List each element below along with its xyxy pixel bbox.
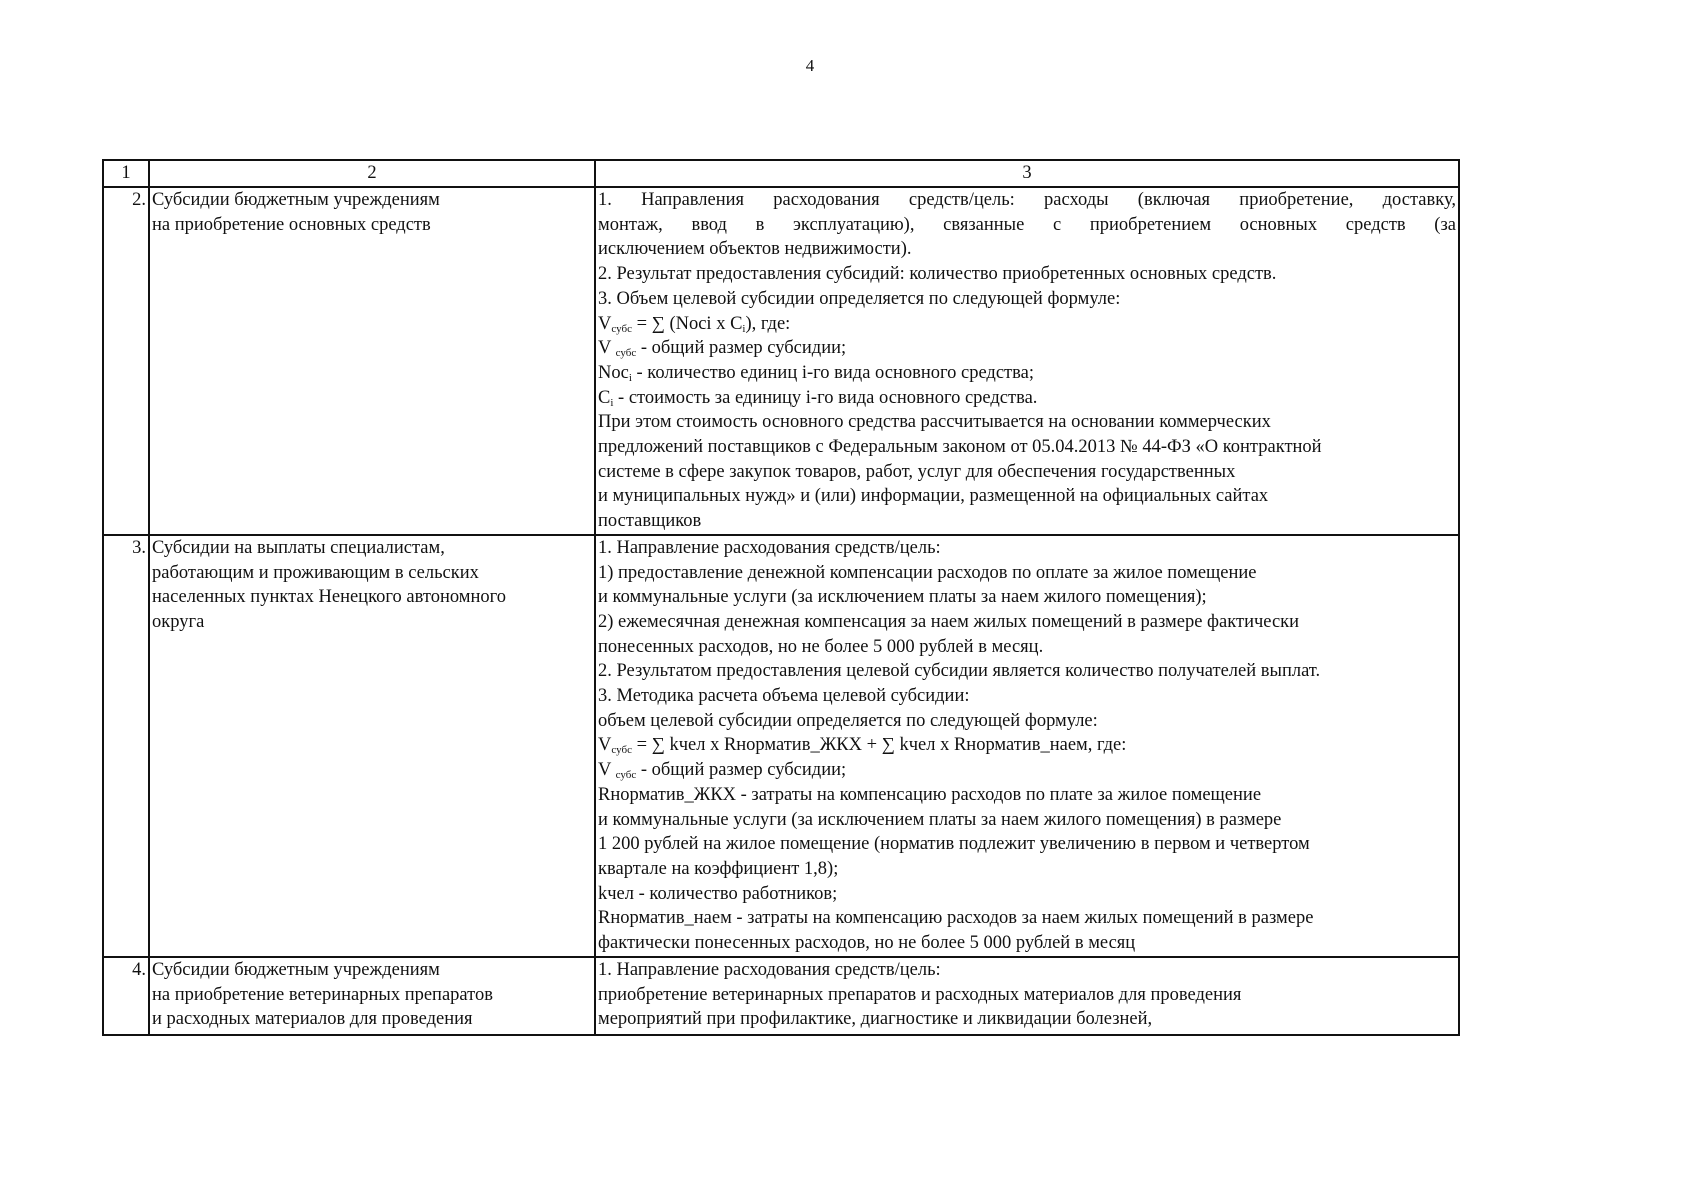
- subsidy-name-line: Субсидии бюджетным учреждениям: [152, 959, 440, 980]
- header-col-2: 2: [149, 160, 595, 187]
- description-line: и муниципальных нужд» и (или) информации, размещенной на официальных сайтах: [598, 486, 1269, 507]
- table-row: [103, 187, 1459, 535]
- subsidy-name-line: на приобретение основных средств: [152, 214, 431, 235]
- subsidy-name-line: населенных пунктах Ненецкого автономного: [152, 587, 506, 608]
- formula-line: $V_{субс}$ = ∑ kчел x Rнорматив_ЖКХ + ∑ kчел x Rнорматив_наем, где:: [598, 735, 1127, 757]
- description-line: Rнорматив_наем - затраты на компенсацию расходов за наем жилых помещений в размере: [598, 908, 1314, 929]
- header-col-3: 3: [595, 160, 1459, 187]
- description-line: предложений поставщиков с Федеральным законом от 05.04.2013 № 44-ФЗ «О контрактной: [598, 437, 1322, 458]
- subsidy-name-line: округа: [152, 611, 205, 632]
- subsidy-name-cell: [149, 187, 595, 535]
- subsidy-name-line: Субсидии бюджетным учреждениям: [152, 190, 440, 210]
- formula-definition-line: V $_{субс}$ - общий размер субсидии;: [598, 760, 847, 782]
- description-line: 3. Методика расчета объема целевой субсидии:: [598, 686, 970, 707]
- page-number: 4: [805, 56, 815, 75]
- subsidy-name-line: и расходных материалов для проведения: [152, 1009, 473, 1030]
- description-line: 1. Направление расходования средств/цель:: [598, 959, 941, 980]
- description-line: приобретение ветеринарных препаратов и расходных материалов для проведения: [598, 984, 1242, 1005]
- subsidy-description-cell: [595, 535, 1459, 957]
- row-number: 3.: [103, 535, 149, 957]
- description-line: 1 200 рублей на жилое помещение (норматив подлежит увеличению в первом и четвертом: [598, 834, 1310, 855]
- description-line: Rнорматив_ЖКХ - затраты на компенсацию расходов по плате за жилое помещение: [598, 784, 1262, 805]
- description-line: 2. Результат предоставления субсидий: количество приобретенных основных средств.: [598, 264, 1277, 285]
- description-line: kчел - количество работников;: [598, 883, 838, 904]
- formula-definition-line: Noc$_i$ - количество единиц i-го вида основного средства;: [598, 362, 1034, 384]
- subsidy-name-cell: [149, 957, 595, 1035]
- table-header-row: [103, 160, 1459, 187]
- description-line: исключением объектов недвижимости).: [598, 239, 912, 260]
- subsidy-name-line: на приобретение ветеринарных препаратов: [152, 984, 493, 1005]
- description-line: При этом стоимость основного средства рассчитывается на основании коммерческих: [598, 412, 1271, 433]
- formula-line: $V_{субс}$ = ∑ (Noci x $C_i$), где:: [598, 313, 791, 335]
- description-line: монтаж, ввод в эксплуатацию), связанные с приобретением основных средств (за: [598, 214, 1456, 235]
- description-line: системе в сфере закупок товаров, работ, услуг для обеспечения государственных: [598, 461, 1236, 482]
- formula-definition-line: $C_i$ - стоимость за единицу i-го вида основного средства.: [598, 387, 1038, 409]
- table-row: [103, 957, 1459, 1035]
- subsidy-description-cell: [595, 957, 1459, 1035]
- row-number: 4.: [103, 957, 149, 1035]
- formula-definition-line: V $_{субс}$ - общий размер субсидии;: [598, 338, 847, 360]
- description-line: 1) предоставление денежной компенсации расходов по оплате за жилое помещение: [598, 562, 1257, 583]
- description-line: квартале на коэффициент 1,8);: [598, 858, 839, 879]
- description-line: фактически понесенных расходов, но не более 5 000 рублей в месяц: [598, 933, 1136, 954]
- header-col-1: 1: [103, 160, 149, 187]
- description-line: 2. Результатом предоставления целевой субсидии является количество получателей выплат.: [598, 661, 1321, 682]
- description-line: объем целевой субсидии определяется по следующей формуле:: [598, 710, 1098, 731]
- description-line: и коммунальные услуги (за исключением платы за наем жилого помещения);: [598, 587, 1207, 608]
- subsidies-table: [102, 159, 1460, 1036]
- subsidy-description-cell: [595, 187, 1459, 535]
- description-line: мероприятий при профилактике, диагностике и ликвидации болезней,: [598, 1009, 1153, 1030]
- table-row: [103, 535, 1459, 957]
- description-line: и коммунальные услуги (за исключением платы за наем жилого помещения) в размере: [598, 809, 1282, 830]
- description-line: поставщиков: [598, 511, 702, 532]
- description-line: 2) ежемесячная денежная компенсация за наем жилых помещений в размере фактически: [598, 611, 1300, 632]
- subsidy-name-line: Субсидии на выплаты специалистам,: [152, 537, 445, 558]
- description-line: 3. Объем целевой субсидии определяется по следующей формуле:: [598, 288, 1121, 309]
- row-number: 2.: [103, 187, 149, 535]
- description-line: понесенных расходов, но не более 5 000 рублей в месяц.: [598, 636, 1044, 657]
- description-line: 1. Направления расходования средств/цель: расходы (включая приобретение, доставку,: [598, 190, 1456, 210]
- description-line: 1. Направление расходования средств/цель:: [598, 537, 941, 558]
- subsidy-name-line: работающим и проживающим в сельских: [152, 562, 479, 583]
- subsidy-name-cell: [149, 535, 595, 957]
